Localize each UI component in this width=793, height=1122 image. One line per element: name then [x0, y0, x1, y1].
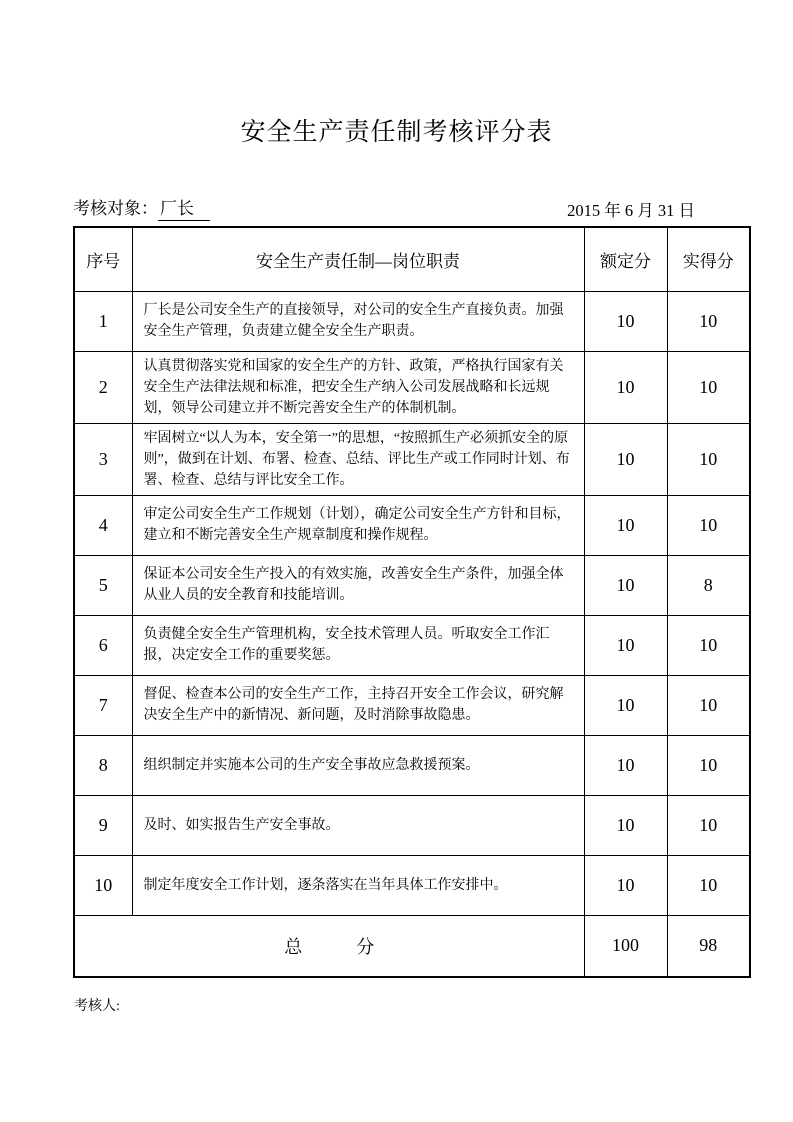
row-duty-text: 及时、如实报告生产安全事故。 [132, 795, 584, 855]
row-actual-score: 10 [667, 675, 750, 735]
row-number: 5 [74, 555, 132, 615]
row-actual-score: 10 [667, 495, 750, 555]
row-duty-text: 认真贯彻落实党和国家的安全生产的方针、政策，严格执行国家有关安全生产法律法规和标准，把安全生产纳入公司发展战略和长远规划，领导公司建立并不断完善安全生产的体制机制。 [132, 351, 584, 423]
header-cell-content: 安全生产责任制—岗位职责 [132, 227, 584, 291]
row-actual-score: 10 [667, 855, 750, 915]
table-header-row [74, 227, 750, 291]
row-rated-score: 10 [584, 555, 667, 615]
row-rated-score: 10 [584, 855, 667, 915]
row-number: 1 [74, 291, 132, 351]
table-row [74, 615, 750, 675]
row-duty-text: 组织制定并实施本公司的生产安全事故应急救援预案。 [132, 735, 584, 795]
header-cell-rated-score: 额定分 [584, 227, 667, 291]
row-duty-text: 督促、检查本公司的安全生产工作，主持召开安全工作会议，研究解决安全生产中的新情况、新问题，及时消除事故隐患。 [132, 675, 584, 735]
row-number: 4 [74, 495, 132, 555]
table-row [74, 675, 750, 735]
row-actual-score: 10 [667, 735, 750, 795]
row-actual-score: 10 [667, 351, 750, 423]
row-number: 2 [74, 351, 132, 423]
table-row [74, 423, 750, 495]
row-number: 6 [74, 615, 132, 675]
total-actual-score: 98 [667, 915, 750, 977]
assessor-label: 考核人: [74, 999, 120, 1014]
assessee-value: 厂长 [158, 194, 210, 221]
row-duty-text: 审定公司安全生产工作规划（计划），确定公司安全生产方针和目标，建立和不断完善安全生产规章制度和操作规程。 [132, 495, 584, 555]
row-actual-score: 10 [667, 423, 750, 495]
table-row [74, 735, 750, 795]
assessment-date: 2015 年 6 月 31 日 [567, 201, 695, 220]
table-row [74, 555, 750, 615]
row-rated-score: 10 [584, 615, 667, 675]
document-page [0, 112, 793, 1122]
header-cell-no: 序号 [74, 227, 132, 291]
assessee-field [73, 194, 210, 221]
row-number: 7 [74, 675, 132, 735]
total-label: 总 分 [74, 915, 584, 977]
row-number: 8 [74, 735, 132, 795]
row-rated-score: 10 [584, 495, 667, 555]
table-row [74, 795, 750, 855]
header-cell-actual-score: 实得分 [667, 227, 750, 291]
table-row [74, 855, 750, 915]
row-duty-text: 保证本公司安全生产投入的有效实施，改善安全生产条件，加强全体从业人员的安全教育和技能培训。 [132, 555, 584, 615]
row-duty-text: 负责健全安全生产管理机构，安全技术管理人员。听取安全工作汇报，决定安全工作的重要奖惩。 [132, 615, 584, 675]
row-actual-score: 10 [667, 291, 750, 351]
row-rated-score: 10 [584, 291, 667, 351]
row-actual-score: 8 [667, 555, 750, 615]
row-number: 10 [74, 855, 132, 915]
table-row [74, 495, 750, 555]
table-body [74, 291, 750, 977]
row-actual-score: 10 [667, 795, 750, 855]
row-duty-text: 牢固树立“以人为本，安全第一”的思想，“按照抓生产必须抓安全的原则”，做到在计划、布署、检查、总结、评比生产或工作同时计划、布署、检查、总结与评比安全工作。 [132, 423, 584, 495]
row-rated-score: 10 [584, 351, 667, 423]
row-rated-score: 10 [584, 675, 667, 735]
row-rated-score: 10 [584, 795, 667, 855]
table-row [74, 351, 750, 423]
row-duty-text: 厂长是公司安全生产的直接领导，对公司的安全生产直接负责。加强安全生产管理，负责建立健全安全生产职责。 [132, 291, 584, 351]
score-table [73, 226, 751, 978]
page-title: 安全生产责任制考核评分表 [240, 119, 553, 146]
row-duty-text: 制定年度安全工作计划，逐条落实在当年具体工作安排中。 [132, 855, 584, 915]
assessee-label: 考核对象： [73, 199, 158, 218]
total-rated-score: 100 [584, 915, 667, 977]
row-number: 9 [74, 795, 132, 855]
meta-row [73, 194, 749, 221]
row-rated-score: 10 [584, 735, 667, 795]
table-row [74, 291, 750, 351]
row-actual-score: 10 [667, 615, 750, 675]
row-rated-score: 10 [584, 423, 667, 495]
total-row [74, 915, 750, 977]
row-number: 3 [74, 423, 132, 495]
